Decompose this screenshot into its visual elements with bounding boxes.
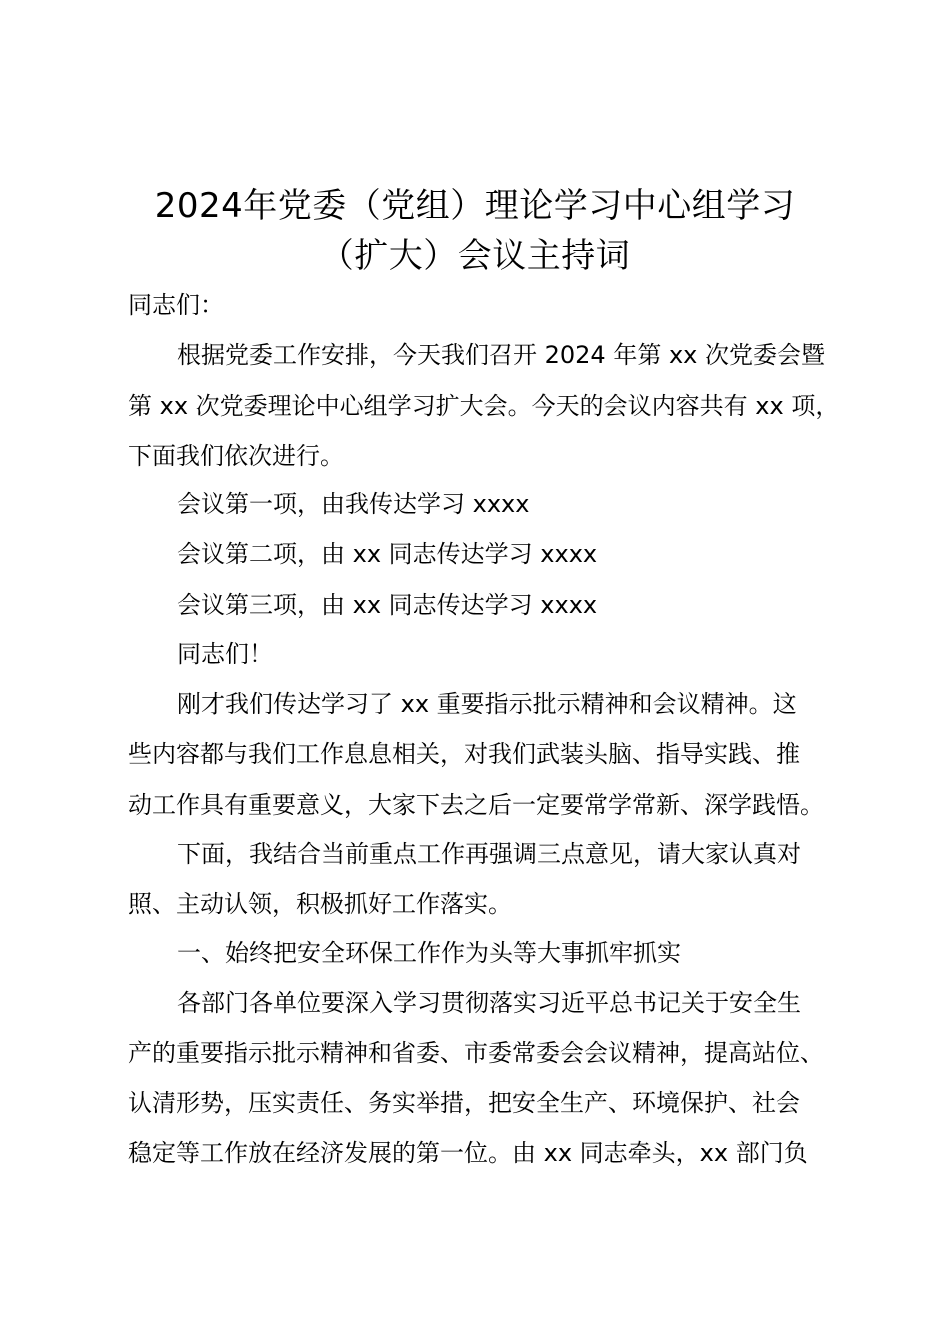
agenda-item-3: 会议第三项，由 xx 同志传达学习 xxxx <box>177 591 598 619</box>
paragraph-line: 些内容都与我们工作息息相关，对我们武装头脑、指导实践、推 <box>128 740 800 768</box>
paragraph-line: 下面我们依次进行。 <box>128 442 344 470</box>
document-title-line-2: （扩大）会议主持词 <box>319 236 631 276</box>
paragraph-line: 认清形势，压实责任、务实举措，把安全生产、环境保护、社会 <box>128 1089 800 1117</box>
agenda-item-1: 会议第一项，由我传达学习 xxxx <box>177 490 530 518</box>
agenda-item-2: 会议第二项，由 xx 同志传达学习 xxxx <box>177 540 598 568</box>
paragraph-line: 产的重要指示批示精神和省委、市委常委会会议精神，提高站位、 <box>128 1039 824 1067</box>
section-heading-1: 一、始终把安全环保工作作为头等大事抓牢抓实 <box>177 939 681 967</box>
paragraph-line: 各部门各单位要深入学习贯彻落实习近平总书记关于安全生 <box>177 989 801 1017</box>
paragraph-line: 刚才我们传达学习了 xx 重要指示批示精神和会议精神。这 <box>177 690 797 718</box>
paragraph-line: 照、主动认领，积极抓好工作落实。 <box>128 890 512 918</box>
paragraph-line: 下面，我结合当前重点工作再强调三点意见，请大家认真对 <box>177 840 801 868</box>
salutation: 同志们： <box>128 291 224 319</box>
salutation-2: 同志们！ <box>177 640 273 668</box>
paragraph-line: 第 xx 次党委理论中心组学习扩大会。今天的会议内容共有 xx 项， <box>128 392 840 420</box>
paragraph-line: 动工作具有重要意义，大家下去之后一定要常学常新、深学践悟。 <box>128 791 824 819</box>
document-title-line-1: 2024年党委（党组）理论学习中心组学习 <box>154 186 796 226</box>
paragraph-line: 稳定等工作放在经济发展的第一位。由 xx 同志牵头，xx 部门负 <box>128 1139 808 1167</box>
paragraph-line: 根据党委工作安排，今天我们召开 2024 年第 xx 次党委会暨 <box>177 341 825 369</box>
